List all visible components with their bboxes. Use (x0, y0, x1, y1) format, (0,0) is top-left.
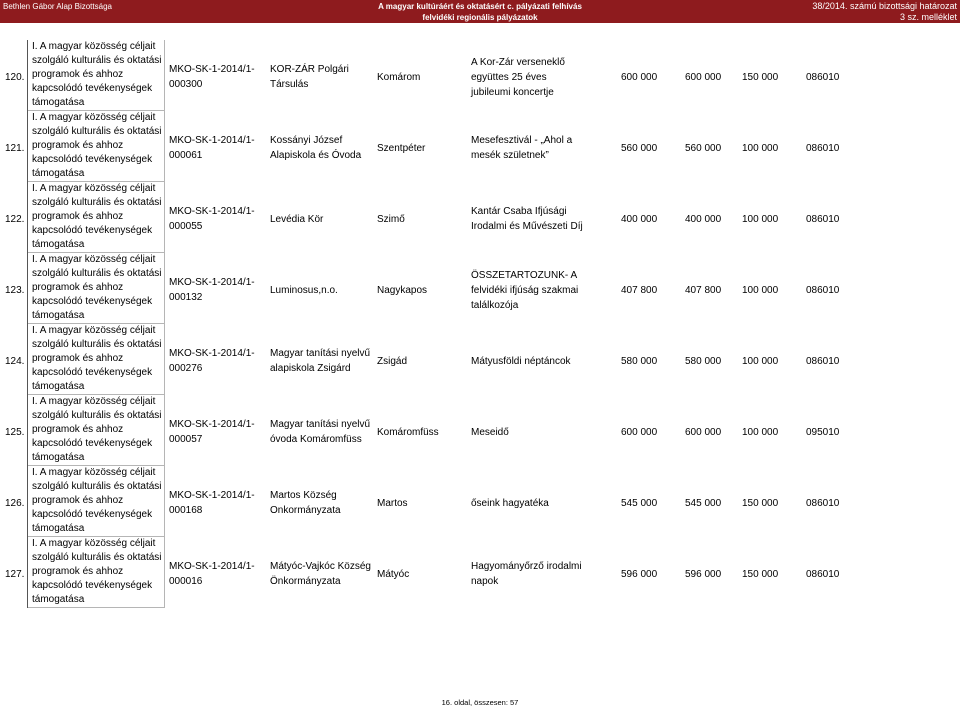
applicant-cell: Mátyóc-Vajkóc Község Önkormányzata (270, 561, 371, 587)
location-cell: Zsigád (377, 355, 408, 367)
amount-1-cell: 600 000 (621, 426, 658, 438)
row-number: 126. (3, 466, 28, 537)
code-cell: 086010 (806, 355, 840, 367)
row-number: 122. (3, 182, 28, 253)
amount-2-cell: 600 000 (685, 71, 722, 83)
applicant-cell: Magyar tanítási nyelvű óvoda Komáromfüss (270, 419, 371, 445)
row-number: 124. (3, 324, 28, 395)
amount-3-cell: 100 000 (742, 213, 779, 225)
header-organization: Bethlen Gábor Alap Bizottsága (3, 2, 112, 11)
amount-1-cell: 600 000 (621, 71, 658, 83)
project-cell: Meseidő (471, 426, 509, 438)
location-cell: Komárom (377, 71, 421, 83)
header-annex: 3 sz. melléklet (899, 12, 957, 22)
code-cell: 095010 (806, 426, 840, 438)
page-number: 16. oldal, összesen: 57 (441, 698, 519, 707)
project-cell: Kantár Csaba Ifjúsági Irodalmi és Művészeti Díj (471, 206, 583, 232)
location-cell: Mátyóc (377, 568, 410, 580)
table-row (3, 40, 850, 111)
reference-id: MKO-SK-1-2014/1- 000016 (169, 561, 255, 587)
amount-3-cell: 150 000 (742, 497, 779, 509)
category-cell: I. A magyar közösség céljait szolgáló kulturális és oktatási programok és ahhoz kapcsolódó tevékenységek támogatása (28, 40, 165, 111)
code-cell: 086010 (806, 497, 840, 509)
category-cell: I. A magyar közösség céljait szolgáló kulturális és oktatási programok és ahhoz kapcsolódó tevékenységek támogatása (28, 537, 165, 608)
amount-2-cell: 400 000 (685, 213, 722, 225)
category-cell: I. A magyar közösség céljait szolgáló kulturális és oktatási programok és ahhoz kapcsolódó tevékenységek támogatása (28, 466, 165, 537)
page-header (0, 0, 960, 23)
amount-2-cell: 545 000 (685, 497, 722, 509)
table-row (3, 111, 850, 182)
table-row (3, 537, 850, 608)
row-number: 121. (3, 111, 28, 182)
category-cell: I. A magyar közösség céljait szolgáló kulturális és oktatási programok és ahhoz kapcsolódó tevékenységek támogatása (28, 182, 165, 253)
header-resolution: 38/2014. számú bizottsági határozat (812, 1, 957, 11)
applicant-cell: Kossányi József Alapiskola és Óvoda (270, 135, 362, 161)
code-cell: 086010 (806, 284, 840, 296)
table-row (3, 324, 850, 395)
reference-id: MKO-SK-1-2014/1- 000061 (169, 135, 255, 161)
location-cell: Szimő (377, 213, 405, 225)
category-cell: I. A magyar közösség céljait szolgáló kulturális és oktatási programok és ahhoz kapcsolódó tevékenységek támogatása (28, 253, 165, 324)
amount-2-cell: 600 000 (685, 426, 722, 438)
applicant-cell: Luminosus,n.o. (270, 284, 338, 296)
location-cell: Komáromfüss (377, 426, 439, 438)
code-cell: 086010 (806, 213, 840, 225)
amount-1-cell: 545 000 (621, 497, 658, 509)
amount-3-cell: 150 000 (742, 71, 779, 83)
table-row (3, 466, 850, 537)
amount-1-cell: 407 800 (621, 284, 658, 296)
code-cell: 086010 (806, 568, 840, 580)
reference-id: MKO-SK-1-2014/1- 000132 (169, 277, 255, 303)
amount-2-cell: 596 000 (685, 568, 722, 580)
row-number: 127. (3, 537, 28, 608)
applicant-cell: Levédia Kör (270, 213, 324, 225)
table-row (3, 253, 850, 324)
code-cell: 086010 (806, 142, 840, 154)
row-number: 123. (3, 253, 28, 324)
amount-3-cell: 100 000 (742, 355, 779, 367)
amount-1-cell: 596 000 (621, 568, 658, 580)
amount-2-cell: 560 000 (685, 142, 722, 154)
reference-id: MKO-SK-1-2014/1- 000168 (169, 490, 255, 516)
category-cell: I. A magyar közösség céljait szolgáló kulturális és oktatási programok és ahhoz kapcsolódó tevékenységek támogatása (28, 324, 165, 395)
reference-id: MKO-SK-1-2014/1- 000276 (169, 348, 255, 374)
location-cell: Szentpéter (377, 142, 426, 154)
applicant-cell: Martos Község Onkormányzata (270, 490, 341, 516)
code-cell: 086010 (806, 71, 840, 83)
location-cell: Nagykapos (377, 284, 428, 296)
amount-1-cell: 400 000 (621, 213, 658, 225)
amount-1-cell: 560 000 (621, 142, 658, 154)
header-subtitle: felvidéki regionális pályázatok (422, 13, 538, 22)
row-number: 125. (3, 395, 28, 466)
table-row (3, 395, 850, 466)
project-cell: Mátyusföldi néptáncok (471, 355, 571, 367)
category-cell: I. A magyar közösség céljait szolgáló kulturális és oktatási programok és ahhoz kapcsolódó tevékenységek támogatása (28, 395, 165, 466)
applicant-cell: KOR-ZÁR Polgári Társulás (270, 64, 349, 90)
grant-table (3, 40, 850, 608)
row-number: 120. (3, 40, 28, 111)
table-row (3, 182, 850, 253)
amount-2-cell: 580 000 (685, 355, 722, 367)
location-cell: Martos (377, 497, 408, 509)
amount-3-cell: 100 000 (742, 142, 779, 154)
amount-3-cell: 100 000 (742, 284, 779, 296)
project-cell: őseink hagyatéka (471, 497, 549, 509)
project-cell: Mesefesztivál - „Ahol a mesék születnek” (471, 135, 573, 161)
amount-2-cell: 407 800 (685, 284, 722, 296)
project-cell: Hagyományőrző irodalmi napok (471, 561, 582, 587)
project-cell: ÖSSZETARTOZUNK- A felvidéki ifjúság szakmai találkozója (471, 269, 579, 311)
reference-id: MKO-SK-1-2014/1- 000055 (169, 206, 255, 232)
project-cell: A Kor-Zár verseneklő együttes 25 éves jubileumi koncertje (471, 56, 565, 98)
category-cell: I. A magyar közösség céljait szolgáló kulturális és oktatási programok és ahhoz kapcsolódó tevékenységek támogatása (28, 111, 165, 182)
reference-id: MKO-SK-1-2014/1- 000300 (169, 64, 255, 90)
header-title: A magyar kultúráért és oktatásért c. pályázati felhívás (378, 2, 582, 11)
amount-3-cell: 100 000 (742, 426, 779, 438)
reference-id: MKO-SK-1-2014/1- 000057 (169, 419, 255, 445)
amount-1-cell: 580 000 (621, 355, 658, 367)
applicant-cell: Magyar tanítási nyelvű alapiskola Zsigárd (270, 348, 371, 374)
amount-3-cell: 150 000 (742, 568, 779, 580)
